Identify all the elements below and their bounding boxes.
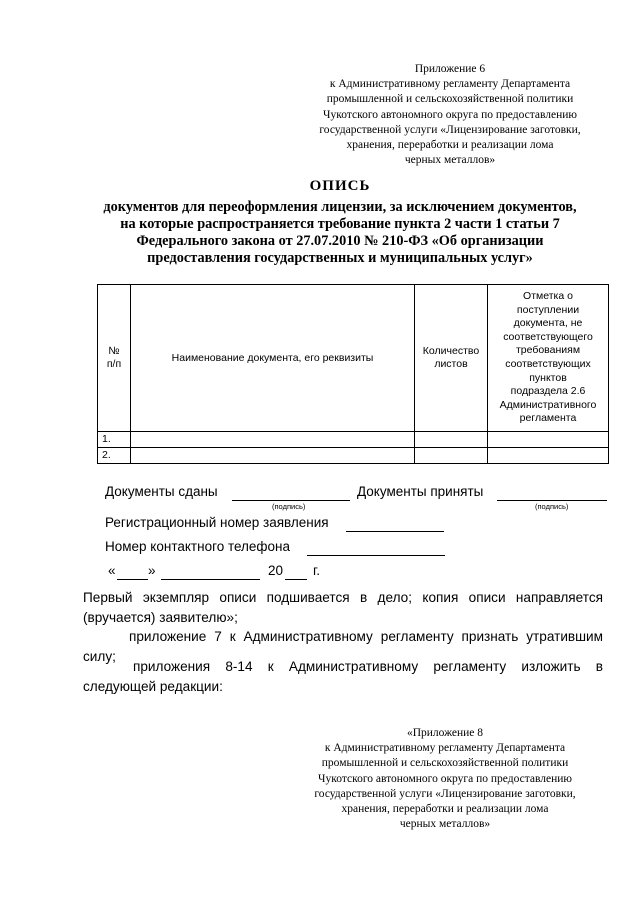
phone-number-label: Номер контактного телефона <box>105 539 291 554</box>
header-number <box>98 285 131 432</box>
paragraph-first-copy <box>83 588 603 627</box>
appendix-8-header <box>285 726 605 832</box>
row-number: 2. <box>98 448 131 464</box>
header-number-symbol: № <box>108 345 120 357</box>
subtitle-line: на которые распространяется требование пункта 2 части 1 статьи 7 <box>120 216 560 232</box>
appendix-8-line: к Административному регламенту Департамента <box>324 742 566 755</box>
appendix-6-line: Приложение 6 <box>414 63 486 75</box>
paragraph-appendices-8-14 <box>83 657 603 696</box>
header-mark-line: подраздела 2.6 <box>510 385 586 398</box>
table-row <box>98 448 609 464</box>
row-sheet-count <box>415 448 488 464</box>
row-sheet-count <box>415 432 488 448</box>
paragraph-appendices-8-14-text: приложения 8-14 к Административному регламенту изложить в следующей редакции: <box>83 659 603 694</box>
header-mark-line: Отметка о <box>523 290 573 303</box>
appendix-6-line: промышленной и сельскохозяйственной политики <box>326 93 574 106</box>
header-mark-line: соответствующих <box>505 358 591 370</box>
appendix-8-line: «Приложение 8 <box>406 727 484 739</box>
registration-number-label: Регистрационный номер заявления <box>105 515 329 530</box>
paragraph-first-copy-text: Первый экземпляр описи подшивается в дело; копия описи направляется (вручается) заявителю»; <box>83 590 603 625</box>
appendix-6-line: государственной услуги «Лицензирование заготовки, <box>319 123 581 136</box>
appendix-6-header <box>290 62 610 168</box>
phone-number-line <box>307 540 445 556</box>
appendix-8-line: Чукотского автономного округа по предоставлению <box>318 772 572 785</box>
date-open-quote: « <box>108 563 116 578</box>
appendix-6-line: Чукотского автономного округа по предоставлению <box>323 108 577 121</box>
appendix-8-line: хранения, переработки и реализации лома <box>341 803 549 816</box>
document-title: ОПИСЬ <box>309 178 371 194</box>
date-year-prefix: 20 <box>268 563 284 578</box>
header-mark-line: поступлении <box>516 303 580 316</box>
date-year-line <box>285 564 307 580</box>
date-day-line <box>117 564 148 580</box>
appendix-6-line: к Административному регламенту Департамента <box>329 78 571 91</box>
table-row <box>98 432 609 448</box>
appendix-6-line: хранения, переработки и реализации лома <box>346 139 554 152</box>
appendix-6-line: черных металлов» <box>404 154 496 167</box>
submitted-signature-caption: (подпись) <box>272 502 306 511</box>
date-month-line <box>161 564 260 580</box>
row-number: 1. <box>98 432 131 448</box>
header-sheet-count <box>415 285 488 432</box>
header-document-name: Наименование документа, его реквизиты <box>131 285 415 432</box>
header-mark-line: документа, не <box>513 317 583 330</box>
accepted-signature-line <box>497 484 607 501</box>
accepted-label: Документы приняты <box>357 484 484 499</box>
header-mark-line: требованиям <box>515 344 581 357</box>
date-close-quote: » <box>148 563 156 578</box>
appendix-8-line: промышленной и сельскохозяйственной политики <box>321 757 569 770</box>
table-header-row <box>98 285 609 432</box>
header-number-abbrev: п/п <box>106 358 122 370</box>
paragraph-appendix-7-text: приложение 7 к Административному регламенту признать утратившим силу; <box>83 629 603 664</box>
submitted-label: Документы сданы <box>105 484 218 499</box>
inventory-table <box>97 284 609 464</box>
header-mark-line: регламента <box>519 412 577 425</box>
row-receipt-mark <box>488 432 609 448</box>
accepted-signature-caption: (подпись) <box>535 502 569 511</box>
appendix-8-line: черных металлов» <box>399 818 491 831</box>
registration-number-line <box>346 516 444 532</box>
subtitle-line: Федерального закона от 27.07.2010 № 210-ФЗ «Об организации <box>136 233 544 249</box>
row-document-name <box>131 448 415 464</box>
submitted-signature-line <box>232 484 350 501</box>
row-document-name <box>131 432 415 448</box>
header-count-line: листов <box>434 358 468 370</box>
header-mark-line: соответствующего <box>503 330 593 343</box>
date-year-suffix: г. <box>313 563 321 578</box>
appendix-8-line: государственной услуги «Лицензирование заготовки, <box>314 787 576 800</box>
header-mark-line: Административного <box>499 398 597 411</box>
subtitle-line: предоставления государственных и муниципальных услуг» <box>147 250 533 266</box>
header-count-line: Количество <box>422 345 480 357</box>
header-mark-line: пунктов <box>529 371 567 384</box>
subtitle-line: документов для переоформления лицензии, за исключением документов, <box>103 199 577 215</box>
row-receipt-mark <box>488 448 609 464</box>
header-receipt-mark <box>488 285 609 432</box>
